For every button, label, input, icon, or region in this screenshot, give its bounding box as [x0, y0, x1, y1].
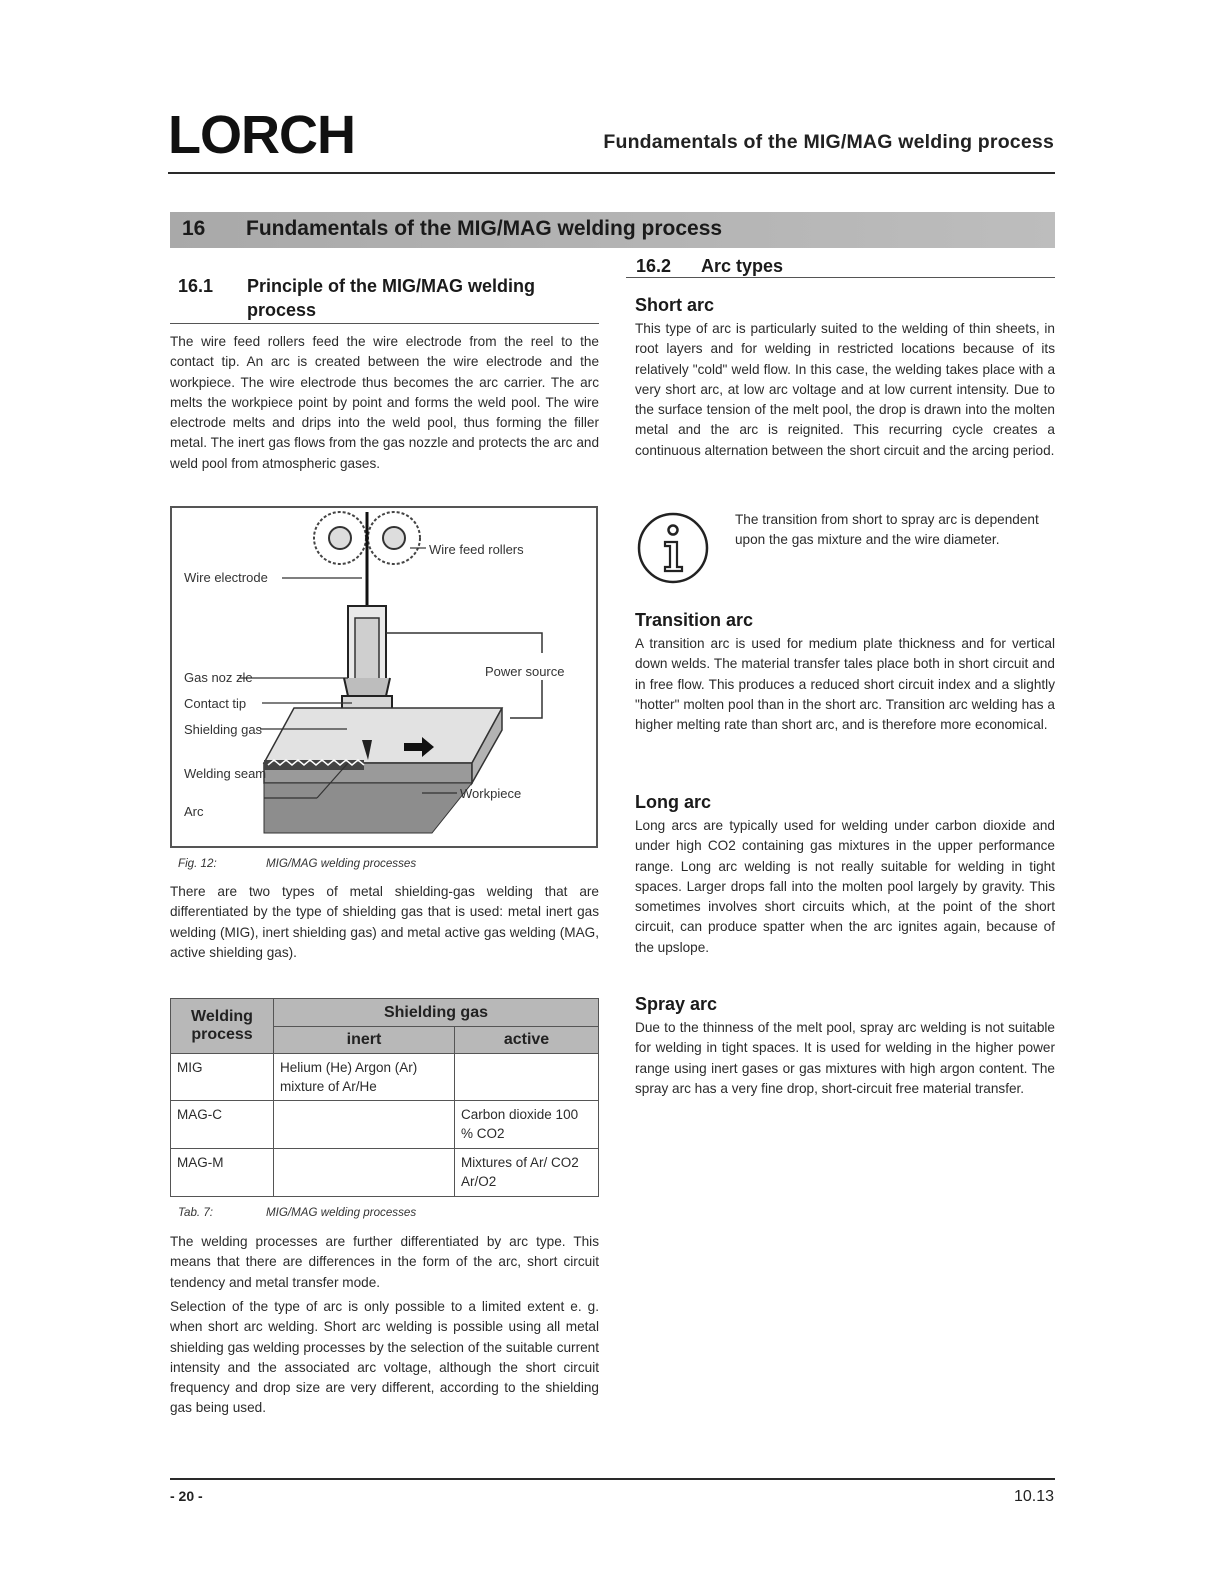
table-cell-active: Mixtures of Ar/ CO2 Ar/O2: [455, 1149, 599, 1197]
transition-arc-text: A transition arc is used for medium plate thickness and for vertical down welds. The material transfer tales place both in short circuit and in free flow. This produces a reduced short circuit index and a slightly "hotter" molten pool than in the short arc. Transition arc welding has a higher melting rate than short arc, and is therefore more economical.: [635, 636, 1055, 733]
revision-date: 10.13: [1013, 1488, 1054, 1505]
section-16-2-number: 16.2: [636, 256, 672, 276]
long-arc-heading: Long arc: [635, 792, 712, 812]
short-arc-text: This type of arc is particularly suited to the welding of thin sheets, in root layers and for welding in restricted locations because of its relatively "cold" weld flow. In this case, the welding takes place with a very short arc, at low arc voltage and at low current intensity. Due to the surface tension of the melt pool, the drop is drawn into the molten metal and the arc is reignited. This recurring cycle creates a continuous alternation between the short circuit and the arcing period.: [635, 321, 1055, 458]
table-cell-inert: [274, 1149, 455, 1197]
spray-arc-heading: Spray arc: [635, 994, 718, 1014]
label-arc: Arc: [184, 804, 204, 819]
table-caption-label: Tab. 7:: [178, 1206, 214, 1219]
table-cell-active: [455, 1054, 599, 1101]
chapter-number: 16: [182, 217, 206, 240]
short-arc-heading: Short arc: [635, 295, 715, 315]
section-16-1-title-line1: Principle of the MIG/MAG welding: [247, 276, 536, 296]
label-gas-nozzle: Gas noz zle: [184, 670, 253, 685]
section-16-1-title-line2: process: [247, 300, 317, 320]
table-cell-process: MIG: [171, 1054, 274, 1101]
label-welding-seam: Welding seam: [184, 766, 267, 781]
label-shielding-gas: Shielding gas: [184, 722, 263, 737]
table-cell-process: MAG-M: [171, 1149, 274, 1197]
table-caption: [178, 1206, 416, 1219]
page-number: - 20 -: [170, 1488, 203, 1504]
table-header-welding-process: Welding process: [171, 999, 274, 1054]
table-row: [171, 1101, 599, 1149]
header-rule: [168, 172, 1055, 174]
section-16-1-number: 16.1: [178, 276, 214, 296]
table-cell-active: Carbon dioxide 100 % CO2: [455, 1101, 599, 1149]
footer-rule: [170, 1478, 1055, 1480]
label-contact-tip: Contact tip: [184, 696, 247, 711]
table-caption-text: MIG/MAG welding processes: [266, 1206, 417, 1219]
table-row: [171, 1149, 599, 1197]
section-16-1-paragraph-2: There are two types of metal shielding-gas welding that are differentiated by the type of shielding gas that is used: metal inert gas welding (MIG), inert shielding gas) and metal active gas welding (MAG, active shielding gas).: [170, 884, 599, 960]
table-cell-inert: [274, 1101, 455, 1149]
section-16-1-paragraph-3: The welding processes are further differentiated by arc type. This means that there are differences in the form of the arc, short circuit tendency and metal transfer mode.: [170, 1234, 599, 1290]
transition-arc-heading: Transition arc: [635, 610, 754, 630]
table-cell-process: MAG-C: [171, 1101, 274, 1149]
table-row: [171, 1054, 599, 1101]
figure-caption-text: MIG/MAG welding processes: [266, 857, 417, 870]
label-wire-electrode: Wire electrode: [184, 570, 268, 585]
section-16-2-title: Arc types: [701, 256, 784, 276]
info-note-text: The transition from short to spray arc is dependent upon the gas mixture and the wire diameter.: [735, 512, 1039, 547]
chapter-title: Fundamentals of the MIG/MAG welding process: [246, 217, 723, 240]
label-wire-feed-rollers: Wire feed rollers: [429, 542, 524, 557]
brand-logo: LORCH: [168, 105, 355, 165]
section-16-1-paragraph-4: Selection of the type of arc is only possible to a limited extent e. g. when short arc welding. Short arc welding is possible using all metal shielding gas welding processes by the selection of the suitable current intensity and the associated arc voltage, although the short circuit frequency and drop size are very different, according to the shielding gas being used.: [170, 1299, 599, 1416]
label-power-source: Power source: [485, 664, 565, 679]
running-header-title: Fundamentals of the MIG/MAG welding process: [603, 131, 1054, 153]
section-16-2-rule: [626, 277, 1055, 278]
table-header-shielding-gas: Shielding gas: [274, 999, 599, 1027]
section-16-1-rule: [170, 323, 599, 324]
figure-caption: [178, 857, 416, 870]
section-16-1-paragraph-1: The wire feed rollers feed the wire electrode from the reel to the contact tip. An arc is created between the wire electrode and the workpiece. The wire electrode thus becomes the arc carrier. The arc melts the workpiece point by point and forms the weld pool. The wire electrode melts and drips into the weld pool, thus forming the filler metal. The inert gas flows from the gas nozzle and protects the arc and weld pool from atmospheric gases.: [170, 334, 599, 471]
info-icon: [636, 511, 710, 585]
table-cell-inert: Helium (He) Argon (Ar) mixture of Ar/He: [274, 1054, 455, 1101]
label-workpiece: Workpiece: [460, 786, 522, 801]
table-header-inert: inert: [274, 1027, 455, 1054]
welding-diagram-figure: [170, 506, 598, 848]
shielding-gas-table: [170, 998, 599, 1197]
long-arc-text: Long arcs are typically used for welding under carbon dioxide and under high CO2 containing gas mixtures in the upper performance range. Long arc welding is not really suitable for welding in tight spaces. Larger drops fall into the molten pool largely by gravity. This sometimes involves short circuits which, at the point of the short circuit, can produce spatter when the arc ignites again, because of the upslope.: [635, 818, 1055, 955]
figure-caption-label: Fig. 12:: [178, 857, 217, 870]
spray-arc-text: Due to the thinness of the melt pool, spray arc welding is not suitable for welding in tight spaces. It is used for welding in the higher power range using inert gases or gas mixtures with high argon content. The spray arc has a very fine drop, short-circuit free material transfer.: [635, 1020, 1055, 1096]
table-header-active: active: [455, 1027, 599, 1054]
